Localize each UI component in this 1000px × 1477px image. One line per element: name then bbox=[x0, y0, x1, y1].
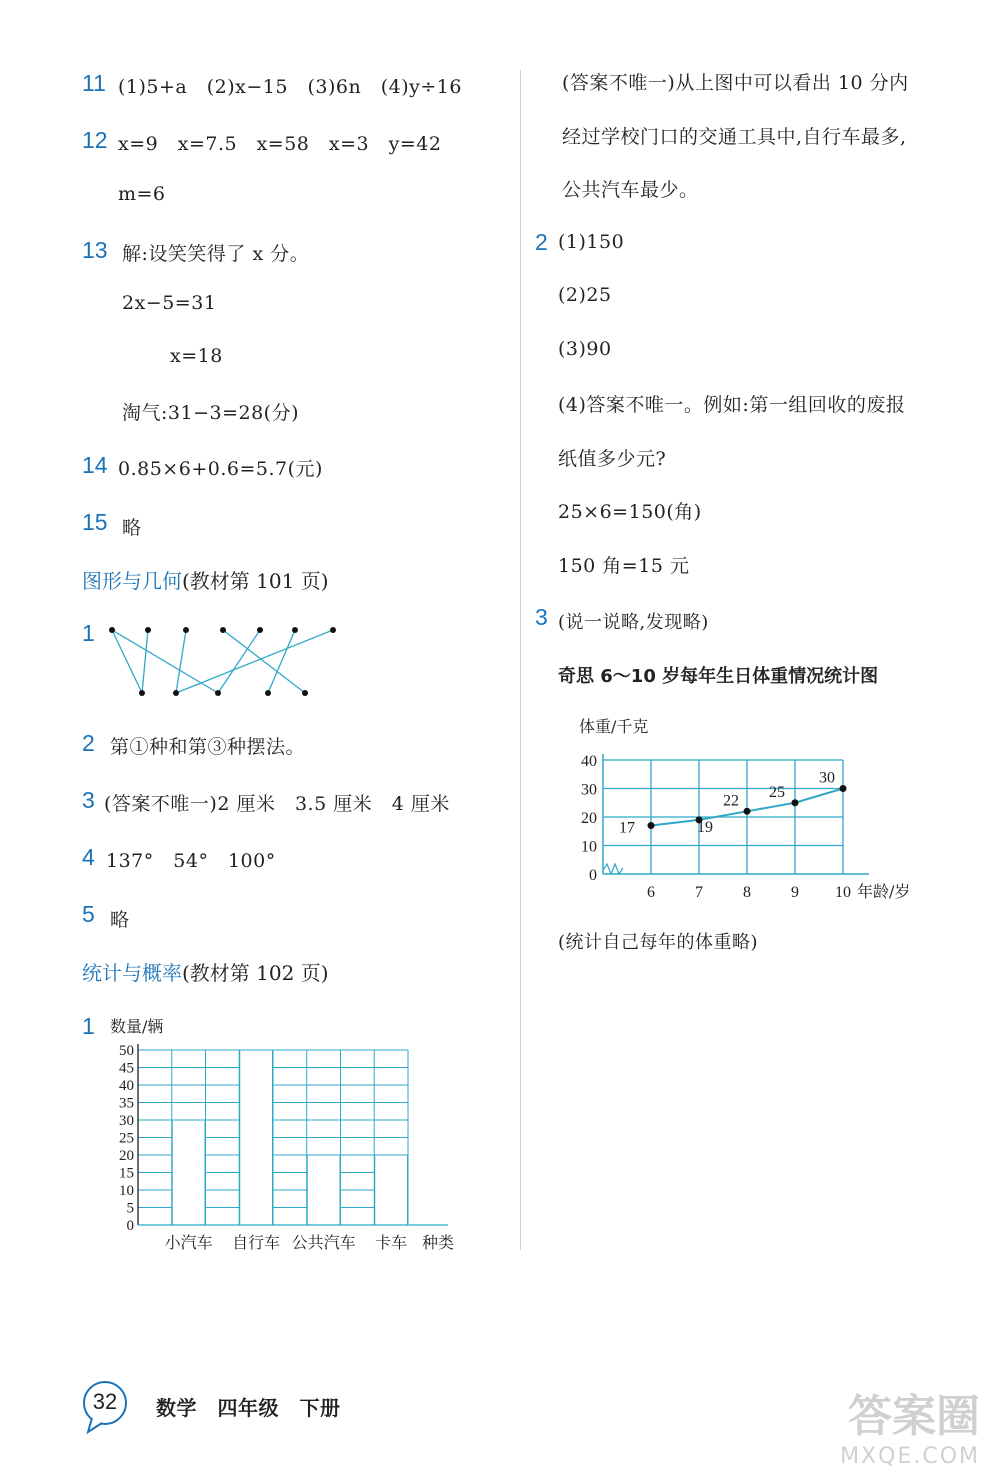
axis-break-mark bbox=[603, 864, 623, 874]
page-number: 32 bbox=[92, 1389, 118, 1414]
data-point bbox=[744, 808, 751, 815]
y-tick-label: 30 bbox=[581, 781, 597, 799]
bar bbox=[240, 1050, 273, 1225]
g3-answer: (答案不唯一)2 厘米 3.5 厘米 4 厘米 bbox=[104, 793, 450, 815]
section-geometry-ref: (教材第 101 页) bbox=[182, 569, 329, 593]
g2-answer: 第①种和第③种摆法。 bbox=[110, 736, 306, 758]
y-tick-label: 10 bbox=[119, 1183, 134, 1199]
y-axis-label: 数量/辆 bbox=[110, 1017, 164, 1036]
y-tick-label: 0 bbox=[126, 1218, 134, 1234]
x-category-label: 卡车 bbox=[375, 1233, 408, 1252]
q14-number: 14 bbox=[82, 452, 108, 478]
g5-answer: 略 bbox=[110, 909, 130, 931]
data-label: 22 bbox=[723, 792, 739, 810]
x-tick-label: 10 bbox=[835, 884, 851, 901]
data-label: 17 bbox=[619, 819, 635, 837]
y-tick-label: 10 bbox=[581, 838, 597, 856]
data-label: 25 bbox=[769, 783, 785, 801]
footer-book-title: 数学 四年级 下册 bbox=[156, 1396, 341, 1420]
x-tick-label: 6 bbox=[647, 884, 655, 901]
g4-answer: 137° 54° 100° bbox=[106, 850, 276, 872]
y-tick-label: 50 bbox=[119, 1043, 134, 1059]
bar bbox=[375, 1155, 408, 1225]
q12-number: 12 bbox=[82, 127, 108, 153]
q13-number: 13 bbox=[82, 237, 108, 263]
s1-number: 1 bbox=[82, 1013, 95, 1039]
data-label: 30 bbox=[819, 769, 835, 787]
x-category-label: 小汽车 bbox=[164, 1233, 213, 1252]
q11-number: 11 bbox=[82, 70, 106, 96]
watermark-logo-text: 答案圈 bbox=[848, 1391, 980, 1442]
r3-number: 3 bbox=[535, 604, 548, 630]
section-statistics-ref: (教材第 102 页) bbox=[182, 961, 329, 985]
q13-line: 2x−5=31 bbox=[122, 292, 217, 314]
section-statistics-title: 统计与概率 bbox=[82, 963, 182, 985]
bar bbox=[172, 1120, 205, 1225]
data-point bbox=[792, 799, 799, 806]
y-tick-label: 40 bbox=[119, 1078, 134, 1094]
y-tick-label: 5 bbox=[126, 1200, 134, 1217]
r2-line: 25×6=150(角) bbox=[558, 501, 702, 523]
page-number-badge bbox=[82, 1380, 128, 1426]
g1-number: 1 bbox=[82, 620, 95, 646]
y-tick-label: 0 bbox=[589, 867, 597, 884]
y-tick-label: 25 bbox=[119, 1130, 134, 1147]
y-tick-label: 20 bbox=[119, 1148, 134, 1164]
g2-number: 2 bbox=[82, 730, 95, 756]
watermark bbox=[840, 1380, 980, 1469]
data-point bbox=[648, 822, 655, 829]
r2-line: 150 角=15 元 bbox=[558, 555, 690, 577]
x-tick-label: 7 bbox=[695, 884, 703, 901]
q13-line: x=18 bbox=[170, 345, 223, 367]
q11-answer: (1)5+a (2)x−15 (3)6n (4)y÷16 bbox=[118, 76, 462, 98]
right-top-line: 公共汽车最少。 bbox=[562, 179, 699, 201]
r2-line: (4)答案不唯一。例如:第一组回收的废报 bbox=[558, 394, 906, 416]
right-top-line: (答案不唯一)从上图中可以看出 10 分内 bbox=[562, 72, 909, 94]
section-geometry-heading bbox=[82, 565, 329, 594]
line-chart-title: 奇思 6～10 岁每年生日体重情况统计图 bbox=[558, 666, 879, 687]
q12-answer: x=9 x=7.5 x=58 x=3 y=42 bbox=[118, 133, 442, 155]
q14-answer: 0.85×6+0.6=5.7(元) bbox=[118, 458, 323, 480]
g5-number: 5 bbox=[82, 901, 95, 927]
y-tick-label: 30 bbox=[119, 1113, 134, 1129]
data-label: 19 bbox=[697, 818, 713, 836]
q13-line: 解:设笑笑得了 x 分。 bbox=[122, 243, 310, 265]
y-tick-label: 35 bbox=[119, 1095, 134, 1112]
section-geometry-title: 图形与几何 bbox=[82, 571, 182, 593]
x-tick-label: 9 bbox=[791, 884, 799, 901]
section-statistics-heading bbox=[82, 957, 329, 986]
y-tick-label: 45 bbox=[119, 1060, 134, 1077]
q13-line: 淘气:31−3=28(分) bbox=[122, 402, 300, 424]
x-axis-label: 种类 bbox=[422, 1233, 455, 1252]
q15-number: 15 bbox=[82, 509, 108, 535]
bar bbox=[307, 1155, 340, 1225]
right-top-line: 经过学校门口的交通工具中,自行车最多, bbox=[562, 126, 907, 148]
x-axis-label: 年龄/岁 bbox=[857, 882, 911, 901]
r2-number: 2 bbox=[535, 229, 548, 255]
vehicle-bar-chart bbox=[100, 1012, 470, 1257]
weight-line-chart bbox=[555, 708, 940, 908]
y-axis-label: 体重/千克 bbox=[579, 717, 649, 736]
x-category-label: 自行车 bbox=[232, 1233, 281, 1252]
y-tick-label: 15 bbox=[119, 1165, 134, 1182]
matching-lines-diagram bbox=[100, 620, 360, 700]
r2-line: (1)150 bbox=[558, 231, 625, 253]
data-point bbox=[840, 785, 847, 792]
g3-number: 3 bbox=[82, 787, 95, 813]
r2-line: (3)90 bbox=[558, 338, 612, 360]
watermark-url: MXQE.COM bbox=[840, 1444, 980, 1469]
x-tick-label: 8 bbox=[743, 884, 751, 901]
weight-note: (统计自己每年的体重略) bbox=[558, 932, 759, 953]
q12-answer-line2: m=6 bbox=[118, 183, 166, 205]
g4-number: 4 bbox=[82, 844, 95, 870]
r2-line: (2)25 bbox=[558, 284, 612, 306]
column-divider bbox=[520, 70, 521, 1250]
x-category-label: 公共汽车 bbox=[291, 1233, 356, 1252]
y-tick-label: 20 bbox=[581, 810, 597, 827]
r2-line: 纸值多少元? bbox=[558, 448, 667, 470]
y-tick-label: 40 bbox=[581, 753, 597, 770]
q15-answer: 略 bbox=[122, 517, 142, 539]
r3-answer: (说一说略,发现略) bbox=[558, 612, 709, 633]
